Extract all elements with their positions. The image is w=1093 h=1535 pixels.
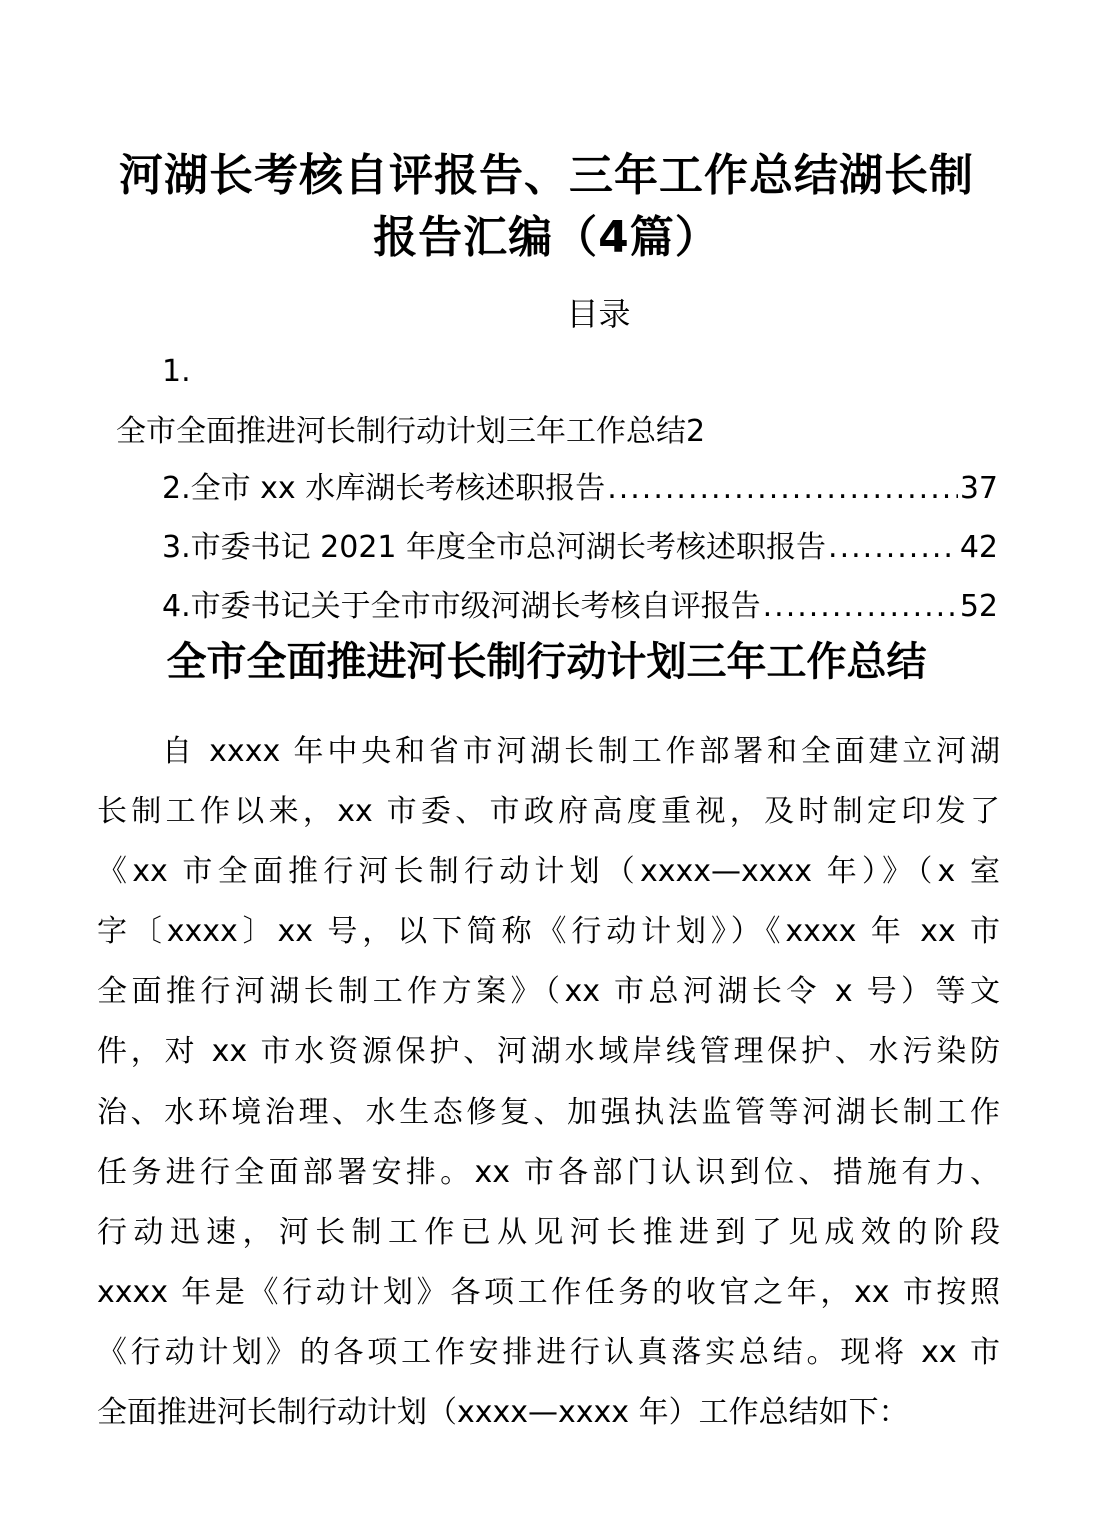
body-paragraph-line: 长制工作以来，xx 市委、市政府高度重视，及时制定印发了 bbox=[97, 794, 1000, 829]
toc-leader-dots bbox=[763, 585, 958, 629]
toc-item-1-number: 1. bbox=[162, 354, 191, 389]
toc-item-3-page: 42 bbox=[959, 530, 998, 565]
document-title-line-1: 河湖长考核自评报告、三年工作总结湖长制 bbox=[119, 150, 974, 201]
body-paragraph-line: 件，对 xx 市水资源保护、河湖水域岸线管理保护、水污染防 bbox=[97, 1034, 1000, 1069]
body-paragraph-line: 字〔xxxx〕xx 号，以下简称《行动计划》）《xxxx 年 xx 市 bbox=[97, 914, 1000, 949]
toc-leader-dots bbox=[828, 526, 958, 570]
body-paragraph-line: 《xx 市全面推行河长制行动计划（xxxx—xxxx 年）》（x 室 bbox=[97, 854, 1000, 889]
toc-item-3-text: 3.市委书记 2021 年度全市总河湖长考核述职报告 bbox=[162, 530, 827, 565]
toc-item-4 bbox=[162, 585, 998, 629]
section-title: 全市全面推进河长制行动计划三年工作总结 bbox=[166, 639, 927, 685]
body-paragraph-line: 自 xxxx 年中央和省市河湖长制工作部署和全面建立河湖 bbox=[162, 734, 1000, 769]
toc-item-4-text: 4.市委书记关于全市市级河湖长考核自评报告 bbox=[162, 589, 761, 624]
document-title-line-2: 报告汇编（4篇） bbox=[373, 212, 720, 263]
body-paragraph-line: 任务进行全面部署安排。xx 市各部门认识到位、措施有力、 bbox=[97, 1155, 1000, 1190]
body-paragraph-line: 全面推行河湖长制工作方案》（xx 市总河湖长令 x 号）等文 bbox=[97, 974, 1000, 1009]
toc-heading: 目录 bbox=[566, 295, 631, 333]
toc-item-2 bbox=[162, 467, 998, 511]
body-paragraph-line: 行动迅速，河长制工作已从见河长推进到了见成效的阶段 bbox=[97, 1215, 1000, 1250]
toc-item-2-page: 37 bbox=[959, 471, 998, 506]
body-paragraph-line: 全面推进河长制行动计划（xxxx—xxxx 年）工作总结如下： bbox=[97, 1395, 909, 1430]
toc-item-4-page: 52 bbox=[959, 589, 998, 624]
body-paragraph-line: 治、水环境治理、水生态修复、加强执法监管等河湖长制工作 bbox=[97, 1095, 1000, 1130]
body-paragraph-line: 《行动计划》的各项工作安排进行认真落实总结。现将 xx 市 bbox=[97, 1335, 1000, 1370]
toc-item-1-text: 全市全面推进河长制行动计划三年工作总结2 bbox=[116, 414, 706, 449]
toc-leader-dots bbox=[607, 467, 958, 511]
body-paragraph-line: xxxx 年是《行动计划》各项工作任务的收官之年，xx 市按照 bbox=[97, 1275, 1000, 1310]
toc-item-3 bbox=[162, 526, 998, 570]
toc-item-2-text: 2.全市 xx 水库湖长考核述职报告 bbox=[162, 471, 606, 506]
